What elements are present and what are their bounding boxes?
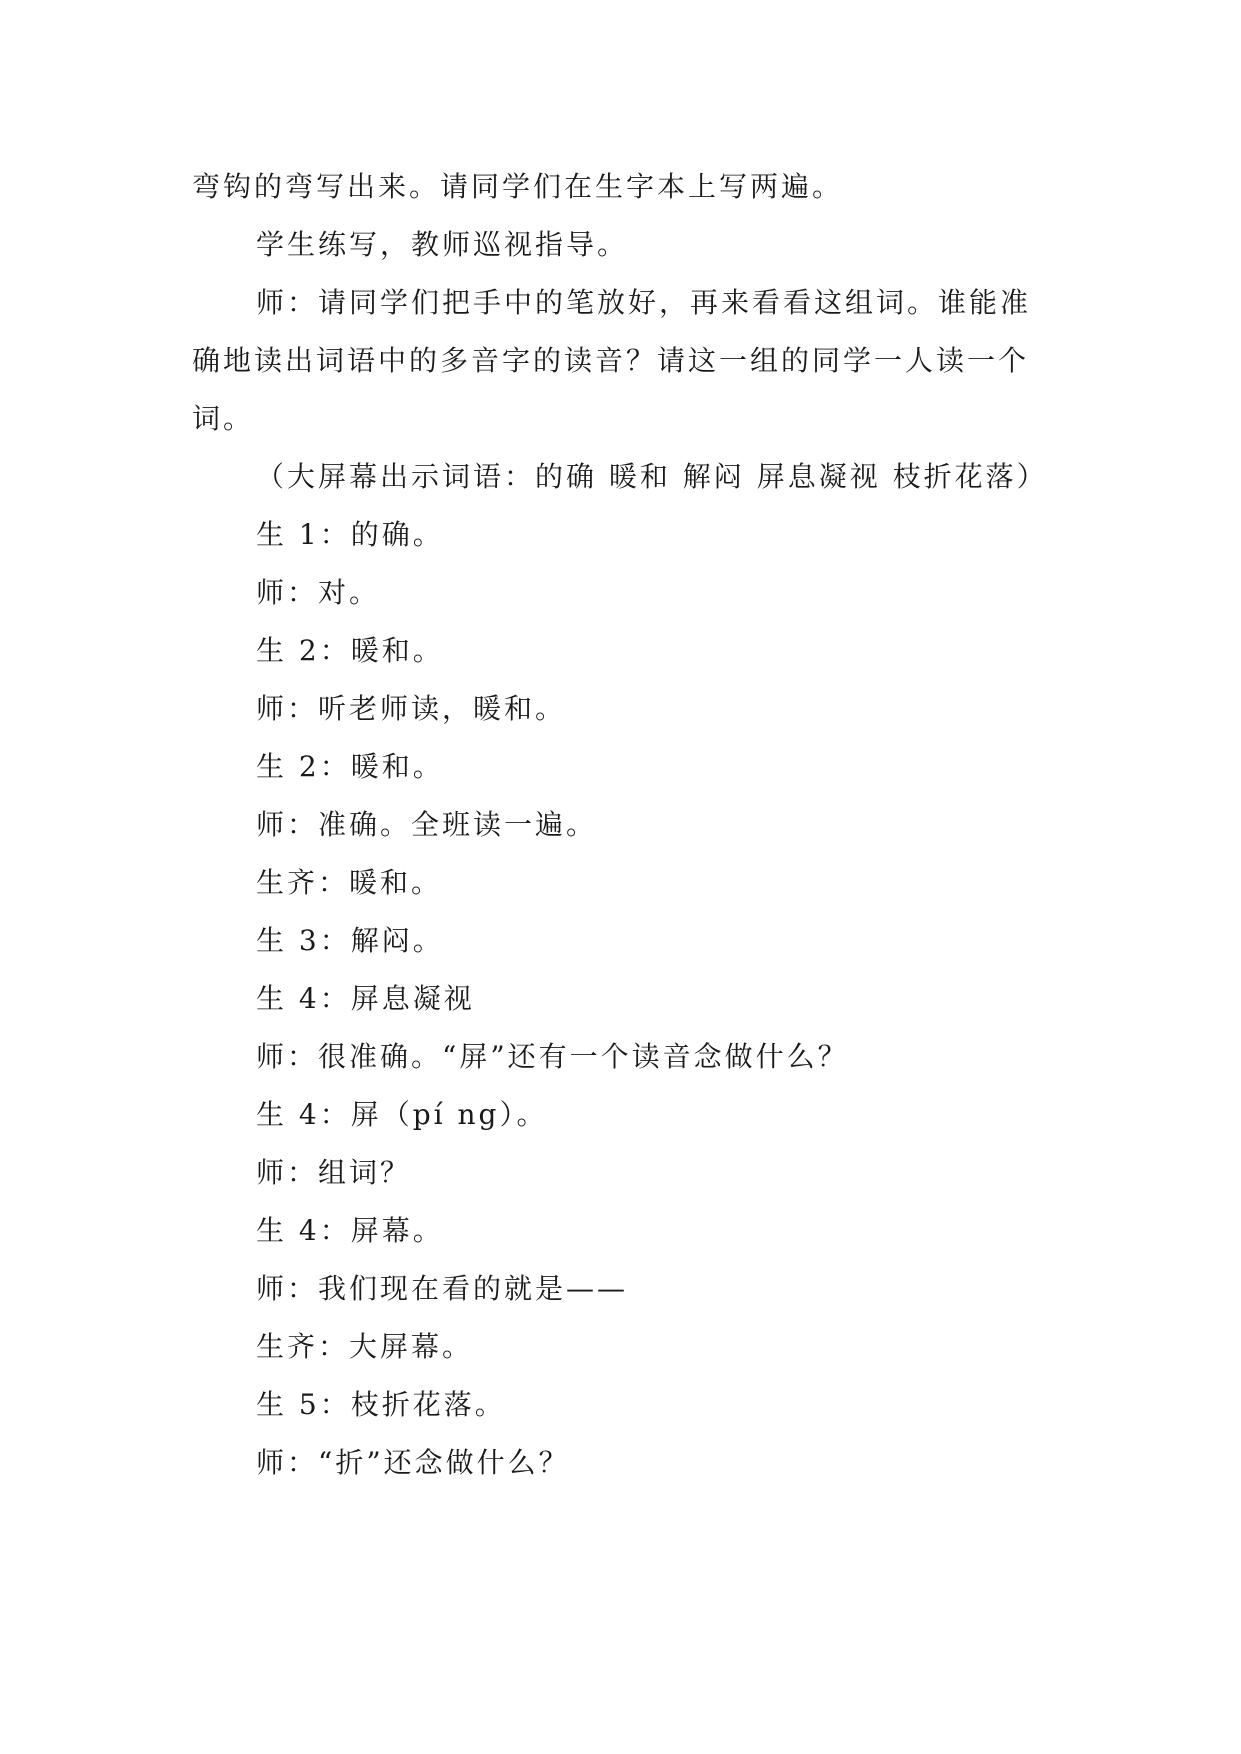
dialogue-line: 生 4：屏（pí ng）。: [256, 1098, 548, 1131]
document-body: [192, 158, 1052, 1492]
paragraph-continuation: 弯钩的弯写出来。请同学们在生字本上写两遍。: [192, 170, 844, 203]
dialogue-line: 生齐：大屏幕。: [256, 1330, 474, 1363]
dialogue-line: 生 3：解闷。: [256, 924, 444, 957]
dialogue-line: 生 2：暖和。: [256, 634, 444, 667]
dialogue-line: 生 4：屏幕。: [256, 1214, 444, 1247]
dialogue-line: 师：“折”还念做什么？: [256, 1446, 570, 1479]
dialogue-line: 师：组词？: [256, 1156, 412, 1189]
dialogue-line: 师：对。: [256, 576, 381, 609]
dialogue-line: 师：听老师读，暖和。: [256, 692, 567, 725]
dialogue-line: 生 5：枝折花落。: [256, 1388, 506, 1421]
paragraph-teacher-instruction: 师：请同学们把手中的笔放好，再来看看这组词。谁能准确地读出词语中的多音字的读音？请这一组的同学一人读一个词。: [192, 286, 1032, 435]
paragraph-student-practice: 学生练写，教师巡视指导。: [256, 228, 629, 261]
dialogue-line: 生 4：屏息凝视: [256, 982, 475, 1015]
dialogue-line: 生 2：暖和。: [256, 750, 444, 783]
dialogue-line: 师：准确。全班读一遍。: [256, 808, 598, 841]
dialogue-line: 师：我们现在看的就是——: [256, 1272, 629, 1305]
paragraph-screen-words: （大屏幕出示词语：的确 暖和 解闷 屏息凝视 枝折花落）: [256, 460, 1048, 493]
dialogue-line: 生齐：暖和。: [256, 866, 443, 899]
dialogue-line: 师：很准确。“屏”还有一个读音念做什么？: [256, 1040, 849, 1073]
dialogue-line: 生 1：的确。: [256, 518, 444, 551]
